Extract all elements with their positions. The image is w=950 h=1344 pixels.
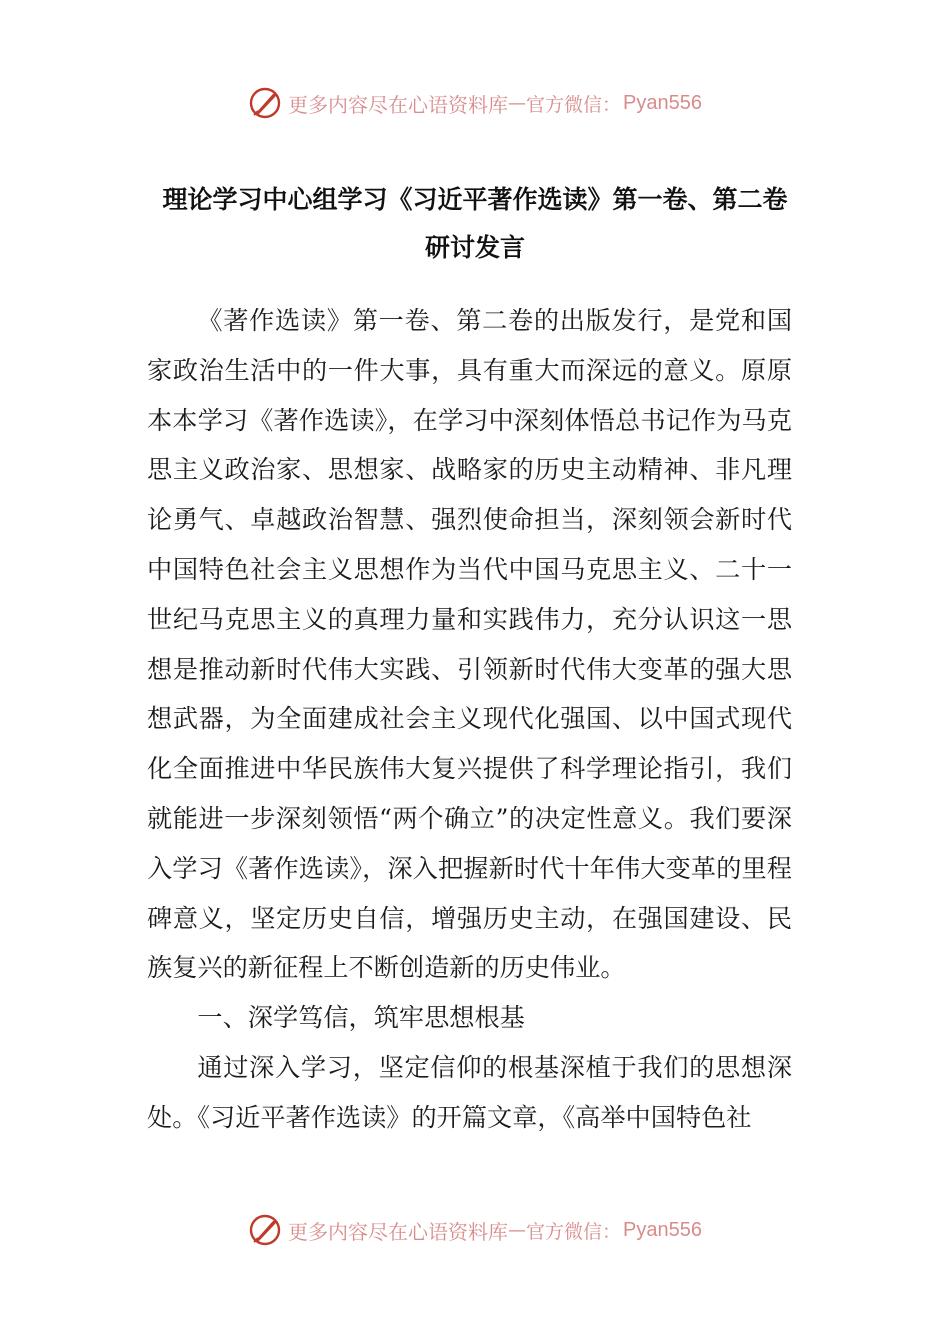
- quill-logo-icon: [248, 86, 282, 120]
- quill-logo-icon: [248, 1213, 282, 1247]
- header-watermark-banner: [0, 83, 950, 123]
- banner-separator: —: [508, 1219, 526, 1241]
- banner-wechat-id: Pyan556: [623, 91, 702, 114]
- section-heading-1: 一、深学笃信，筑牢思想根基: [197, 1003, 525, 1033]
- footer-watermark-banner: [0, 1210, 950, 1250]
- banner-separator: —: [508, 92, 526, 114]
- banner-wechat-id: Pyan556: [623, 1218, 702, 1241]
- banner-brand-text: 更多内容尽在心语资料库: [288, 1219, 508, 1244]
- document-title-line1: 理论学习中心组学习《习近平著作选读》第一卷、第二卷: [162, 185, 788, 214]
- document-body: [147, 296, 792, 1143]
- banner-brand-text: 更多内容尽在心语资料库: [288, 92, 508, 117]
- body-paragraph-section1: 通过深入学习，坚定信仰的根基深植于我们的思想深处。《习近平著作选读》的开篇文章，《高举中国特色社: [147, 1052, 792, 1132]
- banner-wechat-label: 官方微信：: [526, 93, 622, 116]
- document-title-line2: 研讨发言: [424, 233, 525, 262]
- banner-wechat-label: 官方微信：: [526, 1220, 622, 1243]
- body-paragraph-intro: 《著作选读》第一卷、第二卷的出版发行，是党和国家政治生活中的一件大事，具有重大而深远的意义。原原本本学习《著作选读》，在学习中深刻体悟总书记作为马克思主义政治家、思想家、战略家的历史主动精神、非凡理论勇气、卓越政治智慧、强烈使命担当，深刻领会新时代中国特色社会主义思想作为当代中国马克思主义、二十一世纪马克思主义的真理力量和实践伟力，充分认识这一思想是推动新时代伟大实践、引领新时代伟大变革的强大思想武器，为全面建成社会主义现代化强国、以中国式现代化全面推进中华民族伟大复兴提供了科学理论指引，我们就能进一步深刻领悟“两个确立”的决定性意义。我们要深入学习《著作选读》，深入把握新时代十年伟大变革的里程碑意义，坚定历史自信，增强历史主动，在强国建设、民族复兴的新征程上不断创造新的历史伟业。: [147, 306, 792, 983]
